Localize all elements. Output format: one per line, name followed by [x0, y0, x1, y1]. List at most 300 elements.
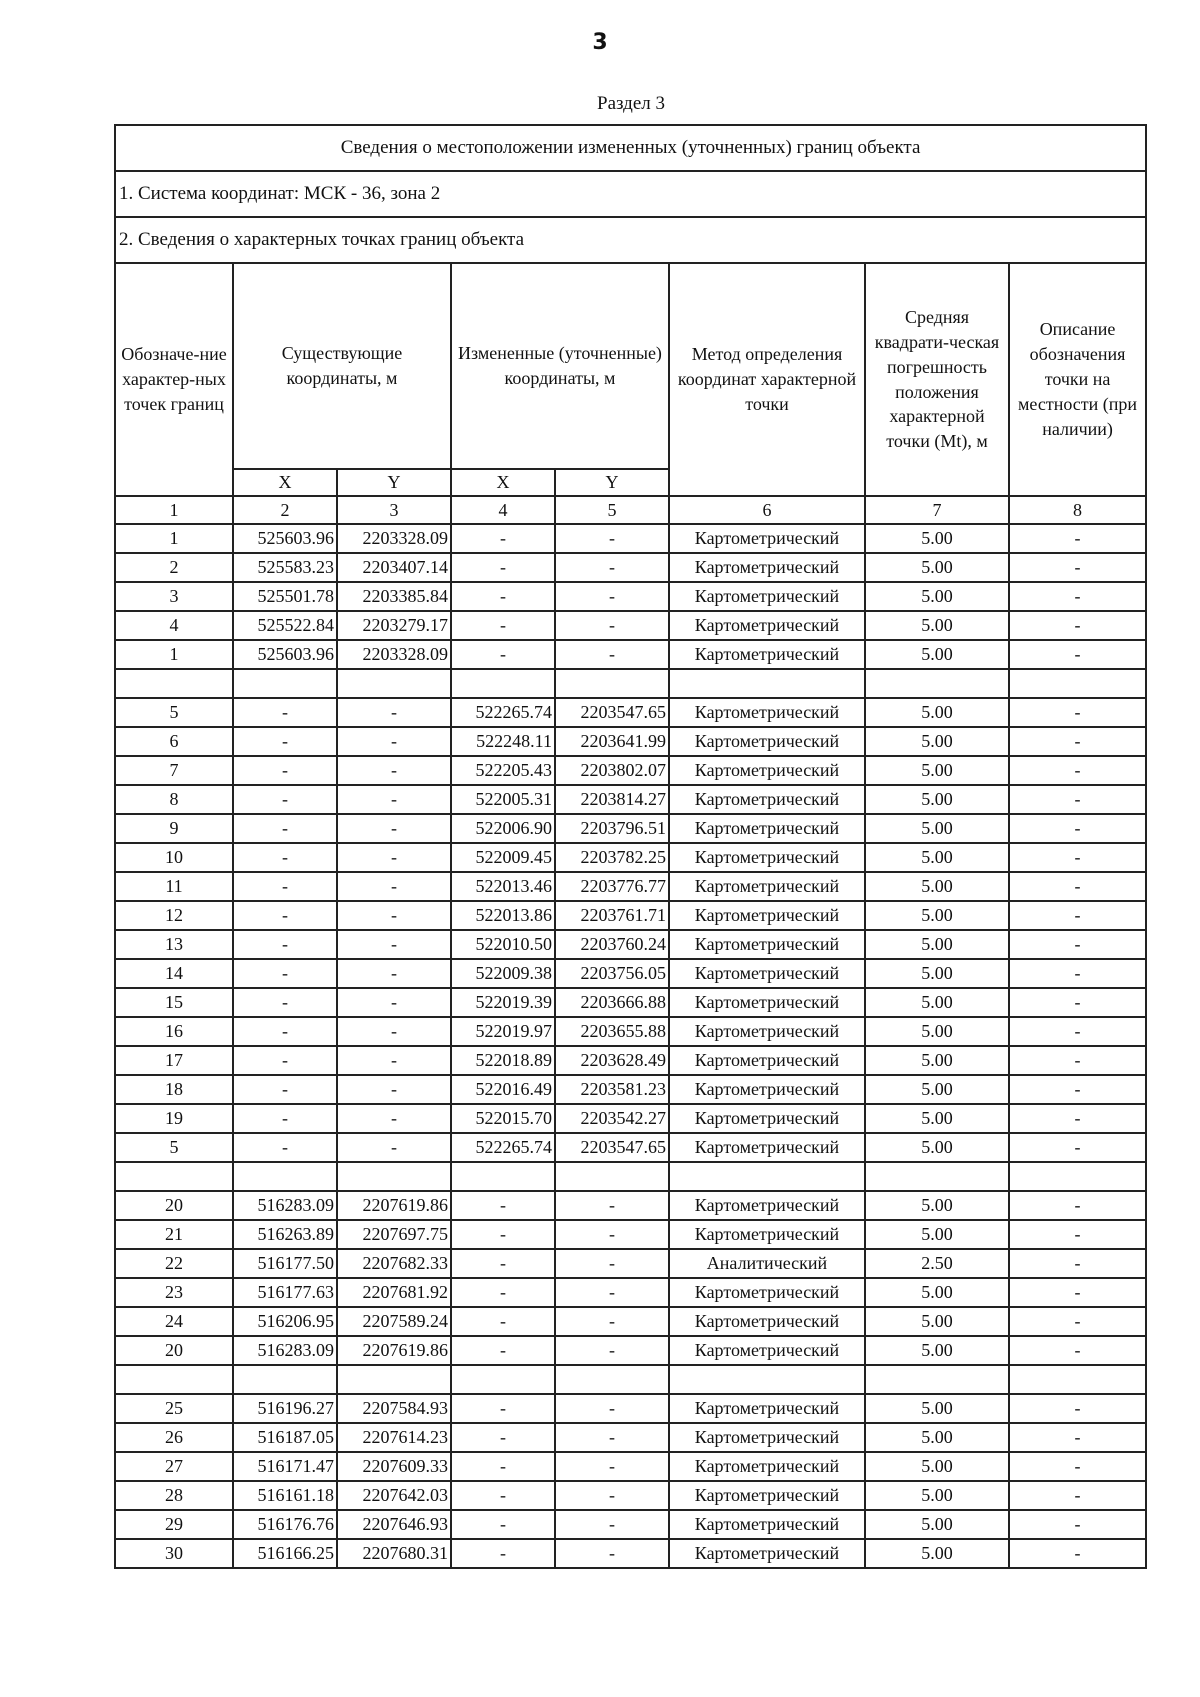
- description-cell: -: [1009, 553, 1146, 582]
- error-cell: 5.00: [865, 582, 1009, 611]
- changed-x-cell: -: [451, 553, 555, 582]
- changed-y-cell: -: [555, 1452, 669, 1481]
- existing-y-cell: 2207614.23: [337, 1423, 451, 1452]
- point-id-cell: 30: [115, 1539, 233, 1568]
- description-cell: -: [1009, 1452, 1146, 1481]
- header-existing: Существующие координаты, м: [233, 263, 451, 469]
- existing-x-cell: 516263.89: [233, 1220, 337, 1249]
- existing-x-cell: 525583.23: [233, 553, 337, 582]
- table-row: [115, 611, 1146, 640]
- method-cell: Картометрический: [669, 1133, 865, 1162]
- description-cell: -: [1009, 988, 1146, 1017]
- description-cell: -: [1009, 843, 1146, 872]
- empty-cell: [451, 669, 555, 698]
- point-id-cell: 26: [115, 1423, 233, 1452]
- existing-y-cell: 2207609.33: [337, 1452, 451, 1481]
- point-id-cell: 10: [115, 843, 233, 872]
- method-cell: Картометрический: [669, 611, 865, 640]
- empty-cell: [865, 1162, 1009, 1191]
- method-cell: Картометрический: [669, 988, 865, 1017]
- changed-x-cell: 522009.45: [451, 843, 555, 872]
- existing-x-cell: 516206.95: [233, 1307, 337, 1336]
- point-id-cell: 21: [115, 1220, 233, 1249]
- existing-y-cell: -: [337, 959, 451, 988]
- point-id-cell: 11: [115, 872, 233, 901]
- empty-cell: [115, 1365, 233, 1394]
- point-id-cell: 15: [115, 988, 233, 1017]
- empty-cell: [115, 1162, 233, 1191]
- changed-y-cell: 2203782.25: [555, 843, 669, 872]
- method-cell: Картометрический: [669, 1336, 865, 1365]
- header-error: Средняя квадрати-ческая погрешность положения характерной точки (Mt), м: [865, 263, 1009, 496]
- existing-x-cell: -: [233, 1133, 337, 1162]
- method-cell: Картометрический: [669, 1104, 865, 1133]
- changed-y-cell: -: [555, 1249, 669, 1278]
- description-cell: -: [1009, 1423, 1146, 1452]
- existing-y-cell: -: [337, 930, 451, 959]
- changed-x-cell: 522018.89: [451, 1046, 555, 1075]
- changed-y-cell: -: [555, 1539, 669, 1568]
- table-row: [115, 814, 1146, 843]
- error-cell: 5.00: [865, 1336, 1009, 1365]
- point-id-cell: 9: [115, 814, 233, 843]
- description-cell: -: [1009, 1394, 1146, 1423]
- changed-y-cell: -: [555, 640, 669, 669]
- existing-x-cell: -: [233, 843, 337, 872]
- method-cell: Картометрический: [669, 756, 865, 785]
- method-cell: Картометрический: [669, 1394, 865, 1423]
- empty-cell: [555, 1162, 669, 1191]
- changed-y-cell: 2203761.71: [555, 901, 669, 930]
- table-row: [115, 1307, 1146, 1336]
- point-id-cell: 2: [115, 553, 233, 582]
- point-id-cell: 17: [115, 1046, 233, 1075]
- existing-x-cell: -: [233, 698, 337, 727]
- existing-y-cell: 2203328.09: [337, 640, 451, 669]
- point-id-cell: 25: [115, 1394, 233, 1423]
- changed-x-cell: 522205.43: [451, 756, 555, 785]
- point-id-cell: 23: [115, 1278, 233, 1307]
- existing-x-cell: -: [233, 814, 337, 843]
- changed-y-cell: 2203796.51: [555, 814, 669, 843]
- error-cell: 2.50: [865, 1249, 1009, 1278]
- point-id-cell: 20: [115, 1191, 233, 1220]
- error-cell: 5.00: [865, 1104, 1009, 1133]
- existing-y-cell: 2207697.75: [337, 1220, 451, 1249]
- empty-cell: [451, 1162, 555, 1191]
- existing-y-cell: -: [337, 814, 451, 843]
- method-cell: Картометрический: [669, 1539, 865, 1568]
- error-cell: 5.00: [865, 1046, 1009, 1075]
- point-id-cell: 4: [115, 611, 233, 640]
- existing-y-cell: -: [337, 872, 451, 901]
- error-cell: 5.00: [865, 930, 1009, 959]
- existing-y-cell: -: [337, 1017, 451, 1046]
- point-id-cell: 20: [115, 1336, 233, 1365]
- changed-y-cell: 2203547.65: [555, 1133, 669, 1162]
- empty-cell: [669, 669, 865, 698]
- table-row: [115, 1452, 1146, 1481]
- table-row: [115, 843, 1146, 872]
- changed-x-cell: 522013.86: [451, 901, 555, 930]
- changed-y-cell: 2203666.88: [555, 988, 669, 1017]
- column-number: 1: [115, 496, 233, 524]
- existing-y-cell: -: [337, 727, 451, 756]
- changed-x-cell: 522016.49: [451, 1075, 555, 1104]
- header-existing-x: X: [233, 469, 337, 496]
- description-cell: -: [1009, 1278, 1146, 1307]
- method-cell: Картометрический: [669, 872, 865, 901]
- changed-x-cell: 522248.11: [451, 727, 555, 756]
- empty-cell: [337, 1365, 451, 1394]
- table-row: [115, 785, 1146, 814]
- method-cell: Картометрический: [669, 1075, 865, 1104]
- existing-y-cell: -: [337, 901, 451, 930]
- empty-cell: [865, 669, 1009, 698]
- changed-x-cell: 522006.90: [451, 814, 555, 843]
- group-separator-row: [115, 1365, 1146, 1394]
- points-title: 2. Сведения о характерных точках границ объекта: [115, 217, 1146, 263]
- group-separator-row: [115, 1162, 1146, 1191]
- description-cell: -: [1009, 901, 1146, 930]
- description-cell: -: [1009, 1307, 1146, 1336]
- changed-x-cell: -: [451, 1510, 555, 1539]
- changed-x-cell: -: [451, 582, 555, 611]
- existing-x-cell: 516171.47: [233, 1452, 337, 1481]
- table-row: [115, 1481, 1146, 1510]
- changed-x-cell: -: [451, 1249, 555, 1278]
- table-row: [115, 959, 1146, 988]
- existing-y-cell: -: [337, 988, 451, 1017]
- coord-system-row: [115, 171, 1146, 217]
- method-cell: Картометрический: [669, 640, 865, 669]
- existing-y-cell: -: [337, 785, 451, 814]
- existing-y-cell: 2207680.31: [337, 1539, 451, 1568]
- changed-x-cell: -: [451, 640, 555, 669]
- description-cell: -: [1009, 785, 1146, 814]
- changed-x-cell: 522005.31: [451, 785, 555, 814]
- existing-y-cell: -: [337, 1133, 451, 1162]
- existing-y-cell: -: [337, 1075, 451, 1104]
- existing-x-cell: 516176.76: [233, 1510, 337, 1539]
- column-number: 8: [1009, 496, 1146, 524]
- description-cell: -: [1009, 1017, 1146, 1046]
- changed-y-cell: 2203628.49: [555, 1046, 669, 1075]
- method-cell: Картометрический: [669, 1220, 865, 1249]
- description-cell: -: [1009, 611, 1146, 640]
- description-cell: -: [1009, 756, 1146, 785]
- existing-y-cell: 2203385.84: [337, 582, 451, 611]
- error-cell: 5.00: [865, 785, 1009, 814]
- changed-x-cell: -: [451, 1481, 555, 1510]
- existing-y-cell: 2207681.92: [337, 1278, 451, 1307]
- existing-y-cell: 2207682.33: [337, 1249, 451, 1278]
- point-id-cell: 5: [115, 698, 233, 727]
- changed-y-cell: 2203655.88: [555, 1017, 669, 1046]
- existing-y-cell: 2207584.93: [337, 1394, 451, 1423]
- error-cell: 5.00: [865, 1481, 1009, 1510]
- table-row: [115, 582, 1146, 611]
- existing-x-cell: 516166.25: [233, 1539, 337, 1568]
- description-cell: -: [1009, 959, 1146, 988]
- error-cell: 5.00: [865, 901, 1009, 930]
- table-row: [115, 727, 1146, 756]
- description-cell: -: [1009, 582, 1146, 611]
- table-row: [115, 1191, 1146, 1220]
- description-cell: -: [1009, 524, 1146, 553]
- error-cell: 5.00: [865, 1075, 1009, 1104]
- point-id-cell: 13: [115, 930, 233, 959]
- header-changed-y: Y: [555, 469, 669, 496]
- existing-x-cell: 525603.96: [233, 640, 337, 669]
- method-cell: Картометрический: [669, 785, 865, 814]
- changed-x-cell: 522010.50: [451, 930, 555, 959]
- error-cell: 5.00: [865, 698, 1009, 727]
- column-number: 4: [451, 496, 555, 524]
- changed-x-cell: -: [451, 1539, 555, 1568]
- column-number: 6: [669, 496, 865, 524]
- existing-x-cell: -: [233, 988, 337, 1017]
- boundary-points-table: [114, 124, 1147, 1569]
- header-row: [115, 263, 1146, 469]
- header-changed-x: X: [451, 469, 555, 496]
- point-id-cell: 16: [115, 1017, 233, 1046]
- point-id-cell: 19: [115, 1104, 233, 1133]
- existing-y-cell: 2207646.93: [337, 1510, 451, 1539]
- changed-x-cell: -: [451, 611, 555, 640]
- description-cell: -: [1009, 1191, 1146, 1220]
- existing-x-cell: -: [233, 785, 337, 814]
- table-row: [115, 1017, 1146, 1046]
- method-cell: Картометрический: [669, 959, 865, 988]
- method-cell: Картометрический: [669, 814, 865, 843]
- existing-x-cell: 516283.09: [233, 1336, 337, 1365]
- changed-y-cell: 2203547.65: [555, 698, 669, 727]
- empty-cell: [337, 1162, 451, 1191]
- error-cell: 5.00: [865, 1133, 1009, 1162]
- table-row: [115, 1394, 1146, 1423]
- point-id-cell: 18: [115, 1075, 233, 1104]
- description-cell: -: [1009, 727, 1146, 756]
- changed-y-cell: -: [555, 582, 669, 611]
- existing-x-cell: -: [233, 1075, 337, 1104]
- method-cell: Картометрический: [669, 553, 865, 582]
- error-cell: 5.00: [865, 1220, 1009, 1249]
- error-cell: 5.00: [865, 524, 1009, 553]
- column-number: 5: [555, 496, 669, 524]
- changed-y-cell: -: [555, 1423, 669, 1452]
- method-cell: Картометрический: [669, 698, 865, 727]
- existing-x-cell: 525603.96: [233, 524, 337, 553]
- table-title: Сведения о местоположении измененных (уточненных) границ объекта: [115, 125, 1146, 171]
- error-cell: 5.00: [865, 756, 1009, 785]
- error-cell: 5.00: [865, 1510, 1009, 1539]
- error-cell: 5.00: [865, 988, 1009, 1017]
- error-cell: 5.00: [865, 959, 1009, 988]
- point-id-cell: 27: [115, 1452, 233, 1481]
- error-cell: 5.00: [865, 1539, 1009, 1568]
- error-cell: 5.00: [865, 814, 1009, 843]
- table-row: [115, 1510, 1146, 1539]
- description-cell: -: [1009, 640, 1146, 669]
- error-cell: 5.00: [865, 1423, 1009, 1452]
- method-cell: Картометрический: [669, 1278, 865, 1307]
- table-row: [115, 1220, 1146, 1249]
- existing-y-cell: 2203279.17: [337, 611, 451, 640]
- empty-cell: [555, 1365, 669, 1394]
- changed-y-cell: -: [555, 1336, 669, 1365]
- changed-y-cell: -: [555, 1220, 669, 1249]
- empty-cell: [115, 669, 233, 698]
- existing-y-cell: -: [337, 1046, 451, 1075]
- method-cell: Картометрический: [669, 1423, 865, 1452]
- existing-x-cell: 516187.05: [233, 1423, 337, 1452]
- existing-y-cell: 2207619.86: [337, 1336, 451, 1365]
- point-id-cell: 6: [115, 727, 233, 756]
- description-cell: -: [1009, 1336, 1146, 1365]
- point-id-cell: 28: [115, 1481, 233, 1510]
- changed-x-cell: -: [451, 1278, 555, 1307]
- header-description: Описание обозначения точки на местности (при наличии): [1009, 263, 1146, 496]
- table-row: [115, 988, 1146, 1017]
- point-id-cell: 7: [115, 756, 233, 785]
- changed-x-cell: 522265.74: [451, 1133, 555, 1162]
- column-number: 7: [865, 496, 1009, 524]
- changed-y-cell: 2203802.07: [555, 756, 669, 785]
- error-cell: 5.00: [865, 727, 1009, 756]
- existing-y-cell: -: [337, 843, 451, 872]
- changed-x-cell: 522019.97: [451, 1017, 555, 1046]
- changed-y-cell: 2203760.24: [555, 930, 669, 959]
- table-row: [115, 1104, 1146, 1133]
- existing-y-cell: -: [337, 698, 451, 727]
- description-cell: -: [1009, 872, 1146, 901]
- table-row: [115, 524, 1146, 553]
- description-cell: -: [1009, 698, 1146, 727]
- changed-y-cell: -: [555, 611, 669, 640]
- existing-x-cell: -: [233, 1046, 337, 1075]
- changed-x-cell: 522265.74: [451, 698, 555, 727]
- existing-x-cell: 525522.84: [233, 611, 337, 640]
- changed-y-cell: -: [555, 1394, 669, 1423]
- changed-y-cell: 2203756.05: [555, 959, 669, 988]
- existing-x-cell: -: [233, 756, 337, 785]
- description-cell: -: [1009, 1481, 1146, 1510]
- empty-cell: [1009, 1365, 1146, 1394]
- error-cell: 5.00: [865, 1394, 1009, 1423]
- empty-cell: [555, 669, 669, 698]
- page-number: 3: [592, 30, 608, 55]
- point-id-cell: 22: [115, 1249, 233, 1278]
- point-id-cell: 29: [115, 1510, 233, 1539]
- changed-y-cell: -: [555, 1481, 669, 1510]
- point-id-cell: 14: [115, 959, 233, 988]
- description-cell: -: [1009, 1075, 1146, 1104]
- changed-x-cell: 522009.38: [451, 959, 555, 988]
- table-row: [115, 1336, 1146, 1365]
- error-cell: 5.00: [865, 1278, 1009, 1307]
- description-cell: -: [1009, 1104, 1146, 1133]
- changed-y-cell: 2203581.23: [555, 1075, 669, 1104]
- changed-y-cell: -: [555, 1191, 669, 1220]
- table-row: [115, 1249, 1146, 1278]
- existing-y-cell: 2207642.03: [337, 1481, 451, 1510]
- changed-x-cell: -: [451, 1307, 555, 1336]
- changed-y-cell: 2203776.77: [555, 872, 669, 901]
- empty-cell: [233, 1365, 337, 1394]
- changed-x-cell: -: [451, 1336, 555, 1365]
- existing-x-cell: 525501.78: [233, 582, 337, 611]
- header-existing-y: Y: [337, 469, 451, 496]
- existing-y-cell: -: [337, 756, 451, 785]
- error-cell: 5.00: [865, 553, 1009, 582]
- empty-cell: [233, 669, 337, 698]
- existing-x-cell: 516177.63: [233, 1278, 337, 1307]
- empty-cell: [1009, 669, 1146, 698]
- description-cell: -: [1009, 1510, 1146, 1539]
- table-row: [115, 1278, 1146, 1307]
- method-cell: Картометрический: [669, 901, 865, 930]
- point-id-cell: 1: [115, 640, 233, 669]
- header-changed: Измененные (уточненные) координаты, м: [451, 263, 669, 469]
- empty-cell: [337, 669, 451, 698]
- description-cell: -: [1009, 1046, 1146, 1075]
- table-title-row: [115, 125, 1146, 171]
- changed-y-cell: 2203814.27: [555, 785, 669, 814]
- method-cell: Картометрический: [669, 1452, 865, 1481]
- method-cell: Аналитический: [669, 1249, 865, 1278]
- description-cell: -: [1009, 1539, 1146, 1568]
- error-cell: 5.00: [865, 1017, 1009, 1046]
- table-row: [115, 640, 1146, 669]
- coord-system: 1. Система координат: МСК - 36, зона 2: [115, 171, 1146, 217]
- changed-y-cell: -: [555, 1278, 669, 1307]
- table-row: [115, 553, 1146, 582]
- changed-y-cell: -: [555, 1307, 669, 1336]
- point-id-cell: 24: [115, 1307, 233, 1336]
- existing-x-cell: -: [233, 1104, 337, 1133]
- table-row: [115, 872, 1146, 901]
- points-title-row: [115, 217, 1146, 263]
- changed-y-cell: 2203641.99: [555, 727, 669, 756]
- column-number-row: [115, 496, 1146, 524]
- existing-x-cell: -: [233, 1017, 337, 1046]
- empty-cell: [865, 1365, 1009, 1394]
- error-cell: 5.00: [865, 1452, 1009, 1481]
- method-cell: Картометрический: [669, 582, 865, 611]
- error-cell: 5.00: [865, 611, 1009, 640]
- changed-x-cell: -: [451, 1394, 555, 1423]
- existing-x-cell: 516177.50: [233, 1249, 337, 1278]
- error-cell: 5.00: [865, 843, 1009, 872]
- changed-x-cell: -: [451, 1191, 555, 1220]
- point-id-cell: 3: [115, 582, 233, 611]
- method-cell: Картометрический: [669, 1046, 865, 1075]
- empty-cell: [451, 1365, 555, 1394]
- existing-y-cell: -: [337, 1104, 451, 1133]
- existing-x-cell: 516161.18: [233, 1481, 337, 1510]
- table-row: [115, 1539, 1146, 1568]
- existing-x-cell: 516283.09: [233, 1191, 337, 1220]
- method-cell: Картометрический: [669, 1307, 865, 1336]
- column-number: 2: [233, 496, 337, 524]
- changed-x-cell: 522015.70: [451, 1104, 555, 1133]
- header-designation: Обозначе-ние характер-ных точек границ: [115, 263, 233, 496]
- empty-cell: [669, 1365, 865, 1394]
- existing-x-cell: -: [233, 727, 337, 756]
- point-id-cell: 8: [115, 785, 233, 814]
- changed-y-cell: 2203542.27: [555, 1104, 669, 1133]
